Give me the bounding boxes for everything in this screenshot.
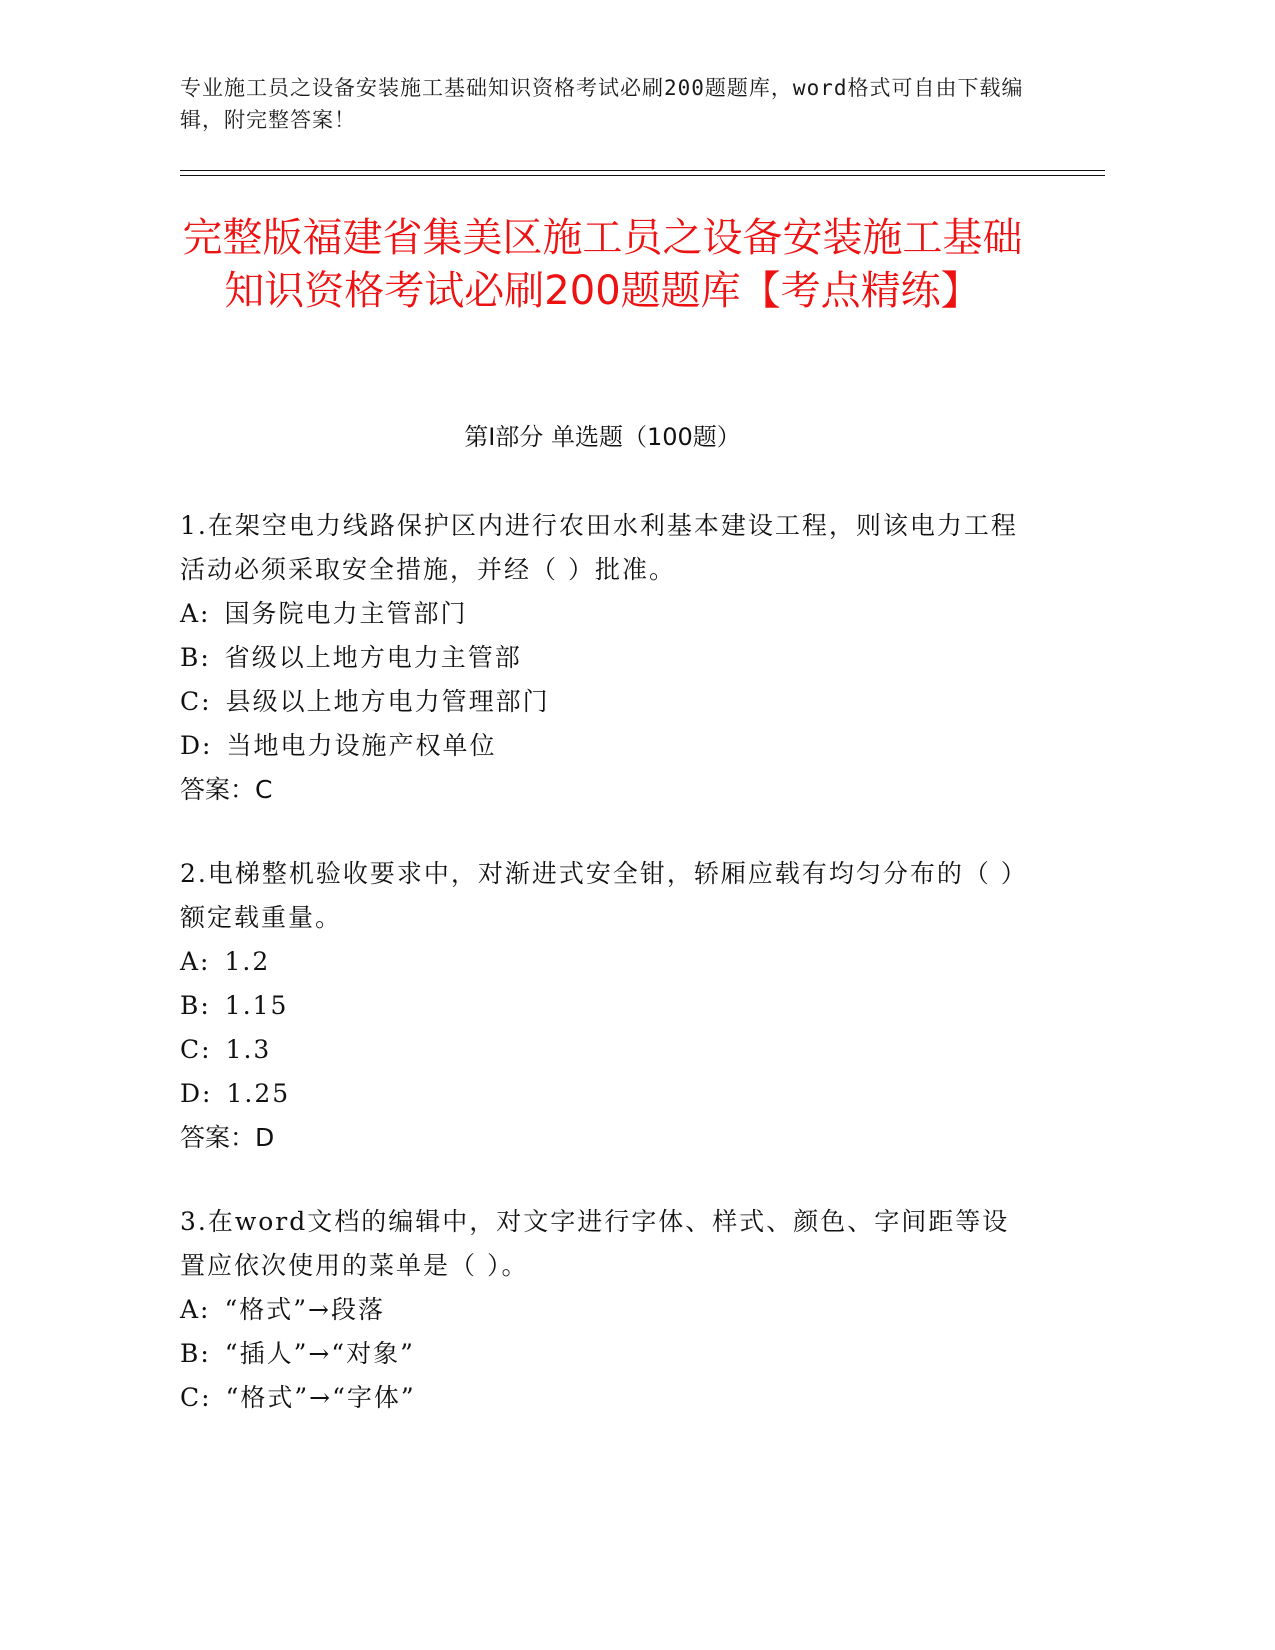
question-3 xyxy=(180,1200,1030,1420)
option-text: “格式”→“字体” xyxy=(225,1383,416,1412)
option-text: 当地电力设施产权单位 xyxy=(226,731,497,760)
option-letter: A: xyxy=(180,947,211,976)
answer-line: 答案：C xyxy=(180,775,273,804)
option-c xyxy=(180,1028,1030,1072)
option-text: “插人”→“对象” xyxy=(224,1339,415,1368)
question-stem: 1.在架空电力线路保护区内进行农田水利基本建设工程，则该电力工程活动必须采取安全措施，并经（ ）批准。 xyxy=(180,511,1018,584)
option-letter: B: xyxy=(180,991,211,1020)
option-text: 1.25 xyxy=(226,1079,291,1108)
option-letter: D: xyxy=(180,1079,213,1108)
header-divider-second xyxy=(180,175,1105,176)
option-list xyxy=(180,940,1030,1116)
option-letter: C: xyxy=(180,687,212,716)
option-letter: C: xyxy=(180,1383,212,1412)
option-a xyxy=(180,592,1030,636)
option-letter: B: xyxy=(180,1339,211,1368)
option-c xyxy=(180,680,1030,724)
option-letter: B: xyxy=(180,643,211,672)
option-text: 省级以上地方电力主管部 xyxy=(224,643,522,672)
option-text: “格式”→段落 xyxy=(224,1295,385,1324)
option-d xyxy=(180,1072,1030,1116)
question-stem: 3.在word文档的编辑中，对文字进行字体、样式、颜色、字间距等设置应依次使用的菜单是（ ）。 xyxy=(180,1207,1010,1280)
question-list xyxy=(180,504,1030,1460)
option-letter: A: xyxy=(180,599,211,628)
option-list xyxy=(180,592,1030,768)
option-c xyxy=(180,1376,1030,1420)
option-b xyxy=(180,636,1030,680)
option-d xyxy=(180,724,1030,768)
question-2 xyxy=(180,852,1030,1160)
option-list xyxy=(180,1288,1030,1420)
section-title: 第Ⅰ部分 单选题（100题） xyxy=(464,423,741,451)
option-text: 1.15 xyxy=(224,991,289,1020)
option-a xyxy=(180,1288,1030,1332)
option-b xyxy=(180,1332,1030,1376)
option-letter: A: xyxy=(180,1295,211,1324)
option-text: 1.2 xyxy=(224,947,271,976)
option-letter: C: xyxy=(180,1035,212,1064)
option-text: 县级以上地方电力管理部门 xyxy=(225,687,550,716)
option-a xyxy=(180,940,1030,984)
option-b xyxy=(180,984,1030,1028)
option-letter: D: xyxy=(180,731,213,760)
question-1 xyxy=(180,504,1030,812)
option-text: 国务院电力主管部门 xyxy=(224,599,468,628)
answer-line: 答案：D xyxy=(180,1123,275,1152)
option-text: 1.3 xyxy=(225,1035,272,1064)
header-divider xyxy=(180,170,1105,171)
document-title: 完整版福建省集美区施工员之设备安装施工基础知识资格考试必刷200题题库【考点精练】 xyxy=(182,215,1023,314)
question-stem: 2.电梯整机验收要求中，对渐进式安全钳，轿厢应载有均匀分布的（ ）额定载重量。 xyxy=(180,859,1028,932)
header-note: 专业施工员之设备安装施工基础知识资格考试必刷200题题库，word格式可自由下载编辑，附完整答案！ xyxy=(180,76,1024,132)
